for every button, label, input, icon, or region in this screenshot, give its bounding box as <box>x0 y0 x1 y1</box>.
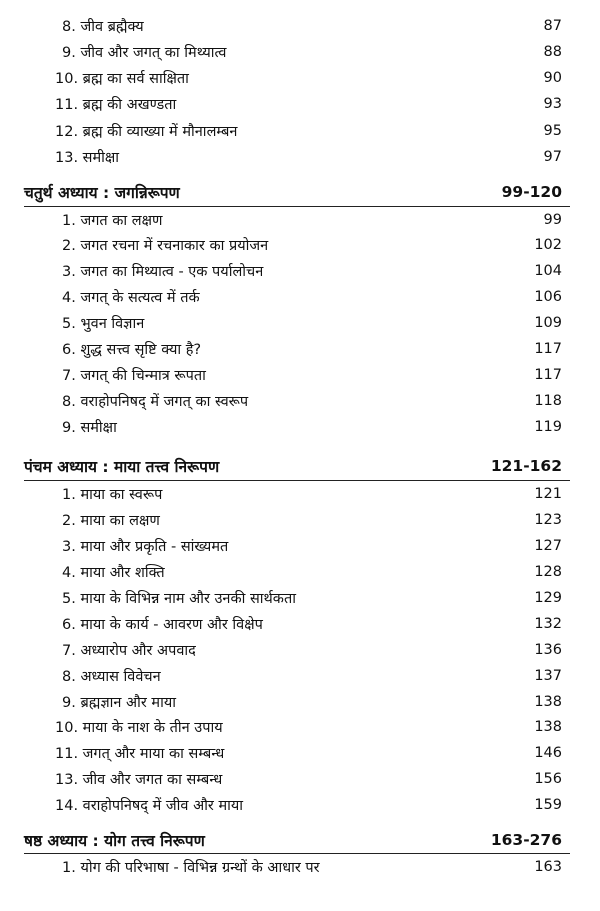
toc-entry-title: 13. समीक्षा <box>55 150 120 166</box>
toc-entry-title: 5. माया के विभिन्न नाम और उनकी सार्थकता <box>62 591 296 607</box>
toc-entry <box>0 689 600 715</box>
toc-entry <box>0 637 600 663</box>
chapter-page-range: 99-120 <box>501 183 562 201</box>
toc-entry-title: 1. जगत का लक्षण <box>62 213 163 229</box>
toc-entry-page: 95 <box>543 123 562 139</box>
toc-entry-page: 163 <box>534 859 562 875</box>
toc-entry-page: 137 <box>534 668 562 684</box>
toc-entry-page: 119 <box>534 419 562 435</box>
toc-entry-title: 7. अध्यारोप और अपवाद <box>62 643 196 659</box>
toc-entry-title: 8. जीव ब्रह्मैक्य <box>62 19 144 35</box>
toc-entry-page: 102 <box>534 237 562 253</box>
toc-entry-title: 13. जीव और जगत का सम्बन्ध <box>55 772 223 788</box>
toc-entry-title: 3. माया और प्रकृति - सांख्यमत <box>62 539 229 555</box>
toc-entry-page: 118 <box>534 393 562 409</box>
toc-entry-title: 9. समीक्षा <box>62 420 117 436</box>
chapter-heading <box>0 827 600 853</box>
toc-entry <box>0 310 600 336</box>
toc-entry <box>0 414 600 440</box>
toc-entry-page: 121 <box>534 486 562 502</box>
toc-entry-title: 12. ब्रह्म की व्याख्या में मौनालम्बन <box>55 124 238 140</box>
toc-entry-page: 127 <box>534 538 562 554</box>
toc-entry-page: 93 <box>543 96 562 112</box>
toc-entry <box>0 232 600 258</box>
toc-entry-page: 129 <box>534 590 562 606</box>
toc-entry-title: 7. जगत् की चिन्मात्र रूपता <box>62 368 206 384</box>
toc-entry <box>0 792 600 818</box>
toc-entry <box>0 144 600 170</box>
toc-entry-title: 1. माया का स्वरूप <box>62 487 163 503</box>
toc-entry-page: 132 <box>534 616 562 632</box>
toc-entry <box>0 336 600 362</box>
toc-entry-page: 146 <box>534 745 562 761</box>
toc-entry-title: 10. माया के नाश के तीन उपाय <box>55 720 223 736</box>
toc-entry-title: 2. माया का लक्षण <box>62 513 160 529</box>
toc-entry-title: 11. ब्रह्म की अखण्डता <box>55 97 177 113</box>
toc-entry-page: 87 <box>543 18 562 34</box>
toc-entry-page: 159 <box>534 797 562 813</box>
toc-entry <box>0 258 600 284</box>
toc-entry-page: 88 <box>543 44 562 60</box>
toc-entry-page: 136 <box>534 642 562 658</box>
toc-entry <box>0 854 600 880</box>
toc-entry-title: 9. ब्रह्मज्ञान और माया <box>62 695 177 711</box>
toc-entry-title: 5. भुवन विज्ञान <box>62 316 145 332</box>
chapter-page-range: 121-162 <box>490 457 562 475</box>
toc-entry-page: 117 <box>534 341 562 357</box>
chapter-page-range: 163-276 <box>490 831 562 849</box>
toc-entry <box>0 39 600 65</box>
toc-entry-page: 109 <box>534 315 562 331</box>
toc-entry-title: 9. जीव और जगत् का मिथ्यात्व <box>62 45 227 61</box>
toc-entry-title: 6. माया के कार्य - आवरण और विक्षेप <box>62 617 263 633</box>
toc-entry-title: 4. माया और शक्ति <box>62 565 165 581</box>
toc-entry-page: 128 <box>534 564 562 580</box>
toc-entry <box>0 611 600 637</box>
toc-entry-title: 6. शुद्ध सत्त्व सृष्टि क्या है? <box>62 342 202 358</box>
toc-entry-title: 8. अध्यास विवेचन <box>62 669 161 685</box>
toc-entry <box>0 13 600 39</box>
toc-entry-page: 117 <box>534 367 562 383</box>
toc-entry <box>0 388 600 414</box>
toc-entry-page: 106 <box>534 289 562 305</box>
toc-entry-page: 138 <box>534 694 562 710</box>
chapter-title: षष्ठ अध्याय : योग तत्त्व निरूपण <box>24 832 205 850</box>
toc-entry <box>0 740 600 766</box>
toc-entry-title: 10. ब्रह्म का सर्व साक्षिता <box>55 71 189 87</box>
toc-entry-page: 138 <box>534 719 562 735</box>
toc-entry <box>0 91 600 117</box>
toc-entry-title: 14. वराहोपनिषद् में जीव और माया <box>55 798 244 814</box>
toc-entry-page: 97 <box>543 149 562 165</box>
toc-entry-title: 4. जगत् के सत्यत्व में तर्क <box>62 290 200 306</box>
toc-entry <box>0 507 600 533</box>
toc-entry <box>0 118 600 144</box>
toc-entry-title: 8. वराहोपनिषद् में जगत् का स्वरूप <box>62 394 249 410</box>
toc-entry-title: 11. जगत् और माया का सम्बन्ध <box>55 746 225 762</box>
toc-entry-page: 123 <box>534 512 562 528</box>
toc-entry <box>0 766 600 792</box>
toc-entry <box>0 284 600 310</box>
toc-entry <box>0 207 600 233</box>
toc-entry <box>0 362 600 388</box>
toc-entry <box>0 585 600 611</box>
toc-entry-title: 2. जगत रचना में रचनाकार का प्रयोजन <box>62 238 269 254</box>
toc-entry-title: 3. जगत का मिथ्यात्व - एक पर्यालोचन <box>62 264 264 280</box>
toc-entry-page: 156 <box>534 771 562 787</box>
toc-entry-page: 104 <box>534 263 562 279</box>
toc-entry-page: 90 <box>543 70 562 86</box>
chapter-title: पंचम अध्याय : माया तत्त्व निरूपण <box>24 458 220 476</box>
toc-entry <box>0 481 600 507</box>
toc-entry <box>0 533 600 559</box>
chapter-heading <box>0 179 600 205</box>
toc-entry <box>0 559 600 585</box>
toc-entry <box>0 65 600 91</box>
chapter-heading <box>0 453 600 479</box>
toc-entry <box>0 663 600 689</box>
toc-entry-page: 99 <box>543 212 562 228</box>
chapter-title: चतुर्थ अध्याय : जगन्निरूपण <box>24 184 180 202</box>
toc-entry-title: 1. योग की परिभाषा - विभिन्न ग्रन्थों के आधार पर <box>62 860 320 876</box>
toc-entry <box>0 714 600 740</box>
